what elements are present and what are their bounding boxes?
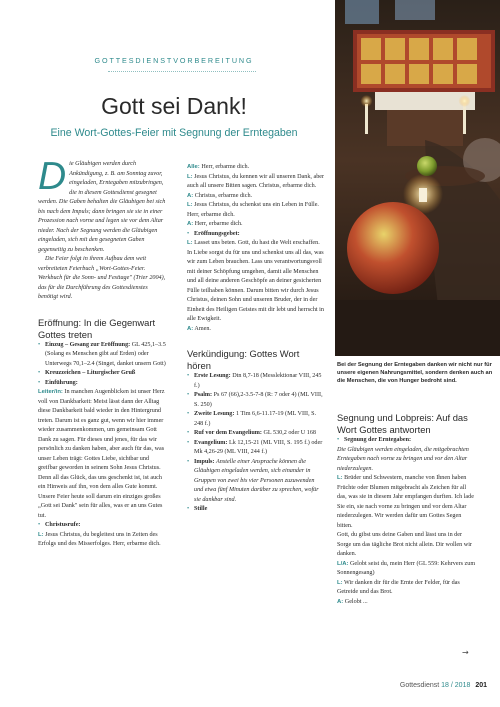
kicker-divider (108, 71, 256, 72)
column-3 (337, 412, 477, 607)
article-subtitle: Eine Wort-Gottes-Feier mit Segnung der Erntegaben (50, 127, 298, 139)
dialog-line: L: Wir danken dir für die Ernte der Felder, für das Getreide und das Brot. (337, 579, 460, 595)
photo-caption: Bei der Segnung der Erntegaben danken wir nicht nur für unsere eigenen Nahrungsmittel, sondern denken auch an die Menschen, die von Hunger bedroht sind. (337, 362, 493, 384)
prayer-text: L: Lasset uns beten. Gott, du hast die Welt erschaffen. In Liebe sorgst du für uns und schenkst uns all das, was wir zum Leben brauchen. Lass uns verantwortungsvoll mit deiner Schöpfung umgehen, damit alle Menschen und all deine anderen Geschöpfe an deiner gesicherten Fülle teilhaben können. Darum bitten wir durch Jesus Christus, deinen Sohn und unseren Bruder, der in der Einheit des Heiligen Geistes mit dir lebt und herrscht in alle Ewigkeit. (187, 240, 324, 322)
dialog-line: Gott, du gibst uns deine Gaben und lässt uns in der Sorge um das tägliche Brot nicht allein. Dir wollen wir danken. (337, 532, 472, 557)
column-1 (38, 155, 168, 550)
leiter-text: Leiter/in: In manchen Augenblicken ist unser Herz voll von Dankbarkeit: Meist lässt dann der Alltag diese Dankbarkeit bald wieder in den Hintergrund treten. Darum ist es ganz gut, wenn wir hier immer wieder zusammenkommen, um gemeinsam Gott Dank zu sagen. Für dieses und jenes, für das wir persönlich zu danken haben, aber auch für das, was unser Leben trägt: Gottes Liebe, sichtbar und greifbar geworden in seinem Sohn Jesus Christus. Denn all das Glück, das uns geschenkt ist, ist auch ein Hinweis auf ihn, von dem alles Gute kommt. Unsere Feier heute soll darum ein einziges großes „Gott sei Dank" sein für alles, was er an uns Gutes tut. (38, 389, 165, 519)
drop-cap: D (38, 155, 67, 198)
dialog-line: L: Jesus Christus, du begleitest uns in Zeiten des Erfolgs und des Misserfolges. Herr, erbarme dich. (38, 531, 161, 547)
list-item: • Zweite Lesung: 1 Tim 6,6-11.17-19 (ML VIII, S. 248 f.) (187, 410, 325, 429)
dialog-line: A: Christus, erbarme dich. (187, 192, 253, 199)
dialog-line: A: Gelobt ... (337, 598, 368, 605)
dialog-line: A: Amen. (187, 325, 211, 332)
dialog-line: L: Brüder und Schwestern, manche von Ihnen haben Früchte oder Blumen mitgebracht als Zeichen für all das, was sie in diesem Jahr empfangen durften. Ich lade Sie ein, sie nach vorne zu bringen und vor dem Altar niederzulegen. Wir werden dafür um Gottes Segen bitten. (337, 475, 474, 529)
page-footer (400, 682, 487, 689)
list-item: • Erste Lesung: Dtn 8,7-18 (Messlektionar VIII, 245 f.) (187, 372, 325, 391)
list-item: • Stille (187, 505, 325, 515)
section-heading-eroeffnung: Eröffnung: In die Gegenwart Gottes treten (38, 316, 156, 340)
church-harvest-photo (335, 0, 500, 356)
rubric-text: Die Gläubigen werden eingeladen, die mitgebrachten Erntegaben nach vorne zu bringen und vor den Altar niederzulegen. (337, 446, 469, 472)
list-item: • Christusrufe: (38, 521, 168, 531)
list-item: • Eröffnungsgebet: (187, 230, 325, 240)
list-item: • Impuls: Anstelle einer Ansprache können die Gläubigen eingeladen werden, sich einander in Gruppen von zwei bis vier Personen zuzuwenden und etwa fünf Minuten darüber zu sprechen, wofür sie dankbar sind. (187, 458, 325, 506)
intro-paragraph: Die Gläubigen werden durch Ankündigung, z. B. am Sonntag zuvor, eingeladen, Erntegaben mitzubringen, die in diesem Gottesdienst gesegnet werden. Die Gaben behalten die Gläubigen bei sich bis nach dem Impuls; dann bringen sie sie in einer Prozession nach vorne und legen sie vor dem Altar nieder. Nach der Segnung werden die Gläubigen eingeladen, sich mit den gesegneten Gaben gegenseitig zu beschenken. (38, 155, 166, 253)
list-item: • Einzug – Gesang zur Eröffnung: GL 425,1–3.5 (Solang es Menschen gibt auf Erden) oder Unterwegs 70,1–2.4 (Singet, danket unsern Gott) (38, 341, 168, 370)
intro-paragraph-2: Die Feier folgt in ihrem Aufbau dem weit verbreiteten Feierbuch „Wort-Gottes-Feier. Werkbuch für die Sonn- und Festtage" (Trier 2004), das für die Durchführung des Gottesdienstes benötigt wird. (38, 256, 166, 300)
section-kicker: GOTTESDIENSTVORBEREITUNG (94, 56, 254, 65)
article-title: Gott sei Dank! (101, 93, 247, 119)
list-item: • Einführung: (38, 379, 168, 389)
column-2 (187, 163, 325, 515)
dialog-line: L: Jesus Christus, du schenkst uns ein Leben in Fülle. Herr, erbarme dich. (187, 202, 319, 218)
list-item: • Kreuzzeichen – Liturgischer Gruß (38, 369, 168, 379)
continue-arrow-icon: → (462, 648, 469, 657)
list-item: • Segnung der Erntegaben: (337, 436, 477, 446)
magazine-name: Gottesdienst (399, 682, 440, 689)
section-heading-verkuendigung: Verkündigung: Gottes Wort hören (187, 348, 300, 371)
page-number: 201 (475, 682, 487, 689)
list-item: • Ruf vor dem Evangelium: GL 530,2 oder U 168 (187, 429, 325, 439)
dialog-line: L: Jesus Christus, du kennen wir all unseren Dank, aber auch all unsere Bitten sagen. Christus, erbarme dich. (187, 173, 325, 189)
dialog-line: A: Herr, erbarme dich. (187, 221, 243, 227)
issue-number: 18 / 2018 (441, 682, 471, 689)
dialog-line: L/A: Gelobt seist du, mein Herr (GL 559: Kehrvers zum Sonnengesang) (337, 560, 476, 576)
dialog-line: Alle: Herr, erbarme dich. (187, 164, 250, 170)
section-heading-segnung: Segnung und Lobpreis: Auf das Wort Gottes antworten (337, 412, 468, 435)
list-item: • Evangelium: Lk 12,15-21 (ML VIII, S. 195 f.) oder Mk 4,26-29 (ML VIII, 244 f.) (187, 439, 325, 458)
list-item: • Psalm: Ps 67 (66),2-3.5-7-8 (R: 7 oder 4) (ML VIII, S. 250) (187, 391, 325, 410)
